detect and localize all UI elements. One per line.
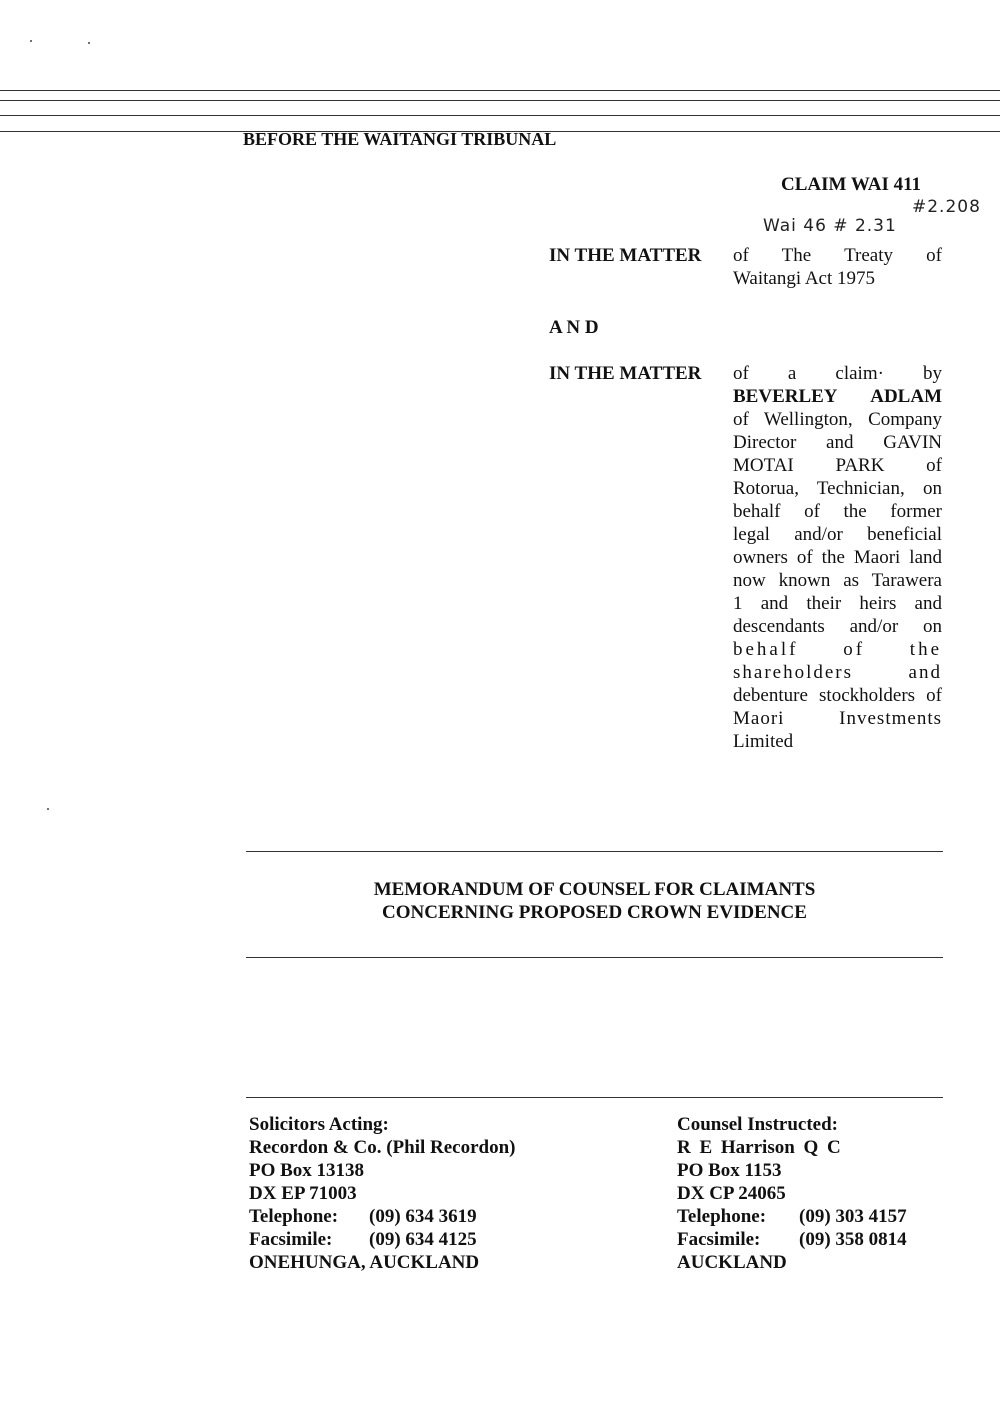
- solicitors-facsimile: (09) 634 4125: [369, 1229, 477, 1250]
- solicitors-dx: DX EP 71003: [249, 1183, 357, 1204]
- solicitors-firm: Recordon & Co. (Phil Recordon): [249, 1137, 516, 1158]
- claim-line: of a claim· by: [733, 363, 942, 384]
- memo-title-line1: MEMORANDUM OF COUNSEL FOR CLAIMANTS: [373, 879, 816, 900]
- claimant-name-1: BEVERLEY ADLAM: [733, 386, 942, 407]
- memo-rule-bottom: [246, 957, 943, 958]
- footer-rule: [246, 1097, 943, 1098]
- claim-line: Rotorua, Technician, on: [733, 478, 942, 499]
- counsel-dx: DX CP 24065: [677, 1183, 786, 1204]
- memo-rule-top: [246, 851, 943, 852]
- claim-line: 1 and their heirs and: [733, 593, 942, 614]
- counsel-name: R E Harrison Q C: [677, 1137, 841, 1158]
- counsel-facsimile-label: Facsimile:: [677, 1229, 761, 1250]
- counsel-heading: Counsel Instructed:: [677, 1114, 838, 1135]
- claim-line: legal and/or beneficial: [733, 524, 942, 545]
- counsel-city: AUCKLAND: [677, 1252, 787, 1273]
- matter1-text-line2: Waitangi Act 1975: [733, 268, 875, 289]
- speck: [30, 40, 32, 42]
- solicitors-telephone: (09) 634 3619: [369, 1206, 477, 1227]
- counsel-telephone: (09) 303 4157: [799, 1206, 907, 1227]
- solicitors-telephone-row: [249, 1205, 649, 1228]
- claim-description: [733, 362, 942, 753]
- tribunal-heading: BEFORE THE WAITANGI TRIBUNAL: [243, 129, 557, 149]
- counsel-telephone-label: Telephone:: [677, 1206, 767, 1227]
- claim-line: now known as Tarawera: [733, 570, 942, 591]
- header-rule-1: [0, 90, 1000, 91]
- matter2-label: IN THE MATTER: [549, 363, 702, 384]
- claim-line: of Wellington, Company: [733, 409, 942, 430]
- counsel-facsimile-row: [677, 1228, 967, 1251]
- claim-line: debenture stockholders of: [733, 685, 942, 706]
- claim-line: behalf of the: [733, 639, 942, 660]
- solicitors-city: ONEHUNGA, AUCKLAND: [249, 1252, 480, 1273]
- claim-line: descendants and/or on: [733, 616, 942, 637]
- counsel-block: [677, 1113, 967, 1274]
- claim-line: Limited: [733, 731, 794, 752]
- solicitors-facsimile-label: Facsimile:: [249, 1229, 333, 1250]
- and-label: A N D: [549, 317, 599, 338]
- claim-line: owners of the Maori land: [733, 547, 942, 568]
- counsel-facsimile: (09) 358 0814: [799, 1229, 907, 1250]
- header-rule-2: [0, 100, 1000, 101]
- solicitors-facsimile-row: [249, 1228, 649, 1251]
- solicitors-telephone-label: Telephone:: [249, 1206, 339, 1227]
- matter1-label: IN THE MATTER: [549, 245, 702, 266]
- claim-line: Maori Investments: [733, 708, 942, 729]
- speck: [47, 808, 49, 810]
- header-rule-3: [0, 115, 1000, 116]
- claim-number: CLAIM WAI 411: [781, 174, 922, 195]
- claim-line: behalf of the former: [733, 501, 942, 522]
- handwritten-reference-2: Wai 46 # 2.31: [763, 216, 897, 236]
- memo-title-line2: CONCERNING PROPOSED CROWN EVIDENCE: [382, 902, 807, 923]
- solicitors-block: [249, 1113, 649, 1274]
- handwritten-reference-1: #2.208: [912, 197, 981, 217]
- solicitors-po-box: PO Box 13138: [249, 1160, 365, 1181]
- counsel-po-box: PO Box 1153: [677, 1160, 782, 1181]
- claim-line: Director and GAVIN: [733, 432, 942, 453]
- solicitors-heading: Solicitors Acting:: [249, 1114, 389, 1135]
- counsel-telephone-row: [677, 1205, 967, 1228]
- claim-line: shareholders and: [733, 662, 942, 683]
- matter1-text-line1: of The Treaty of: [733, 245, 942, 266]
- claim-line: MOTAI PARK of: [733, 455, 942, 476]
- speck: [88, 42, 90, 44]
